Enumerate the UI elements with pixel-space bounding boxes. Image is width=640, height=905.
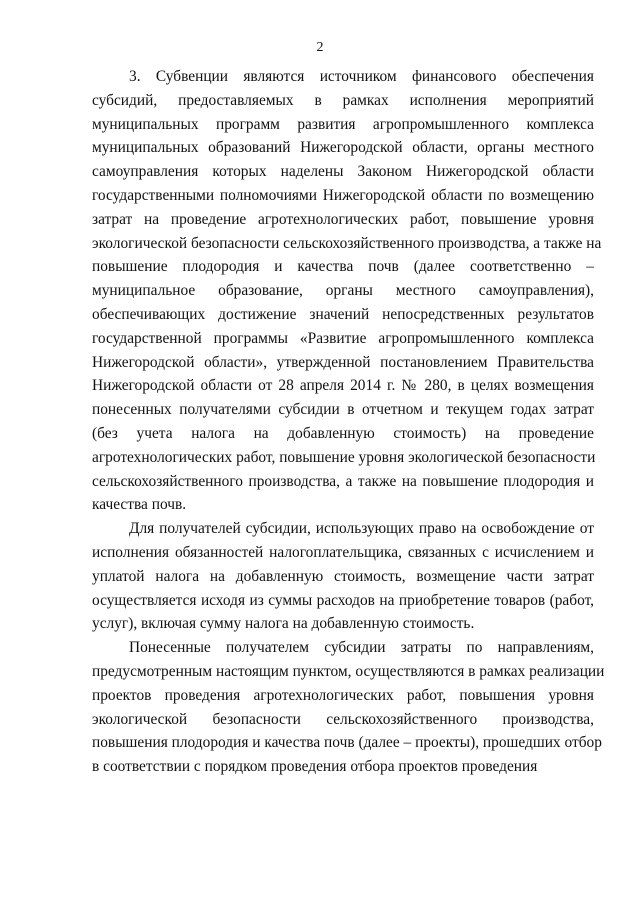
text-line: осуществляется исходя из суммы расходов на приобретение товаров (работ, bbox=[92, 591, 594, 609]
text-line: услуг), включая сумму налога на добавленную стоимость. bbox=[92, 615, 475, 633]
text-line: понесенных получателями субсидии в отчетном и текущем годах затрат bbox=[92, 401, 594, 419]
text-line: муниципальных образований Нижегородской области, органы местного bbox=[92, 139, 594, 157]
text-line: муниципальных программ развития агропромышленного комплекса bbox=[92, 115, 594, 133]
text-line: предусмотренным настоящим пунктом, осуществляются в рамках реализации bbox=[92, 662, 605, 680]
text-line: экологической безопасности сельскохозяйственного производства, а также на bbox=[92, 234, 602, 252]
page-number: 2 bbox=[316, 40, 324, 55]
text-line: сельскохозяйственного производства, а также на повышение плодородия и bbox=[92, 472, 594, 490]
text-line: Нижегородской области от 28 апреля 2014 г. № 280, в целях возмещения bbox=[92, 377, 594, 395]
paragraph-vat-exemption bbox=[92, 517, 594, 636]
text-line: уплатой налога на добавленную стоимость, возмещение части затрат bbox=[92, 567, 594, 585]
text-line: 3. Субвенции являются источником финансового обеспечения bbox=[129, 68, 594, 85]
text-line: муниципальное образование, органы местного самоуправления), bbox=[92, 282, 594, 300]
text-line: государственными полномочиями Нижегородской области по возмещению bbox=[92, 186, 594, 204]
text-line: (без учета налога на добавленную стоимость) на проведение bbox=[92, 424, 594, 442]
text-line: в соответствии с порядком проведения отбора проектов проведения bbox=[92, 758, 538, 776]
paragraph-item-3 bbox=[92, 65, 602, 517]
text-line: повышение плодородия и качества почв (далее соответственно – bbox=[92, 258, 594, 276]
paragraph-projects bbox=[92, 636, 605, 779]
text-line: качества почв. bbox=[92, 496, 187, 514]
text-line: исполнения обязанностей налогоплательщика, связанных с исчислением и bbox=[92, 543, 594, 561]
text-line: экологической безопасности сельскохозяйственного производства, bbox=[92, 710, 594, 728]
text-line: государственной программы «Развитие агропромышленного комплекса bbox=[92, 329, 594, 347]
text-line: субсидий, предоставляемых в рамках исполнения мероприятий bbox=[92, 91, 594, 109]
text-line: самоуправления которых наделены Законом Нижегородской области bbox=[92, 163, 594, 181]
text-line: затрат на проведение агротехнологических работ, повышение уровня bbox=[92, 210, 594, 228]
text-line: агротехнологических работ, повышение уровня экологической безопасности bbox=[92, 448, 596, 466]
text-line: Для получателей субсидии, использующих право на освобождение от bbox=[129, 520, 594, 538]
text-line: обеспечивающих достижение значений непосредственных результатов bbox=[92, 305, 594, 323]
text-line: повышения плодородия и качества почв (далее – проекты), прошедших отбор bbox=[92, 734, 602, 752]
document-body bbox=[92, 65, 605, 779]
text-line: Понесенные получателем субсидии затраты по направлениям, bbox=[129, 639, 594, 657]
text-line: Нижегородской области», утвержденной постановлением Правительства bbox=[92, 353, 594, 371]
text-line: проектов проведения агротехнологических работ, повышения уровня bbox=[92, 686, 594, 704]
